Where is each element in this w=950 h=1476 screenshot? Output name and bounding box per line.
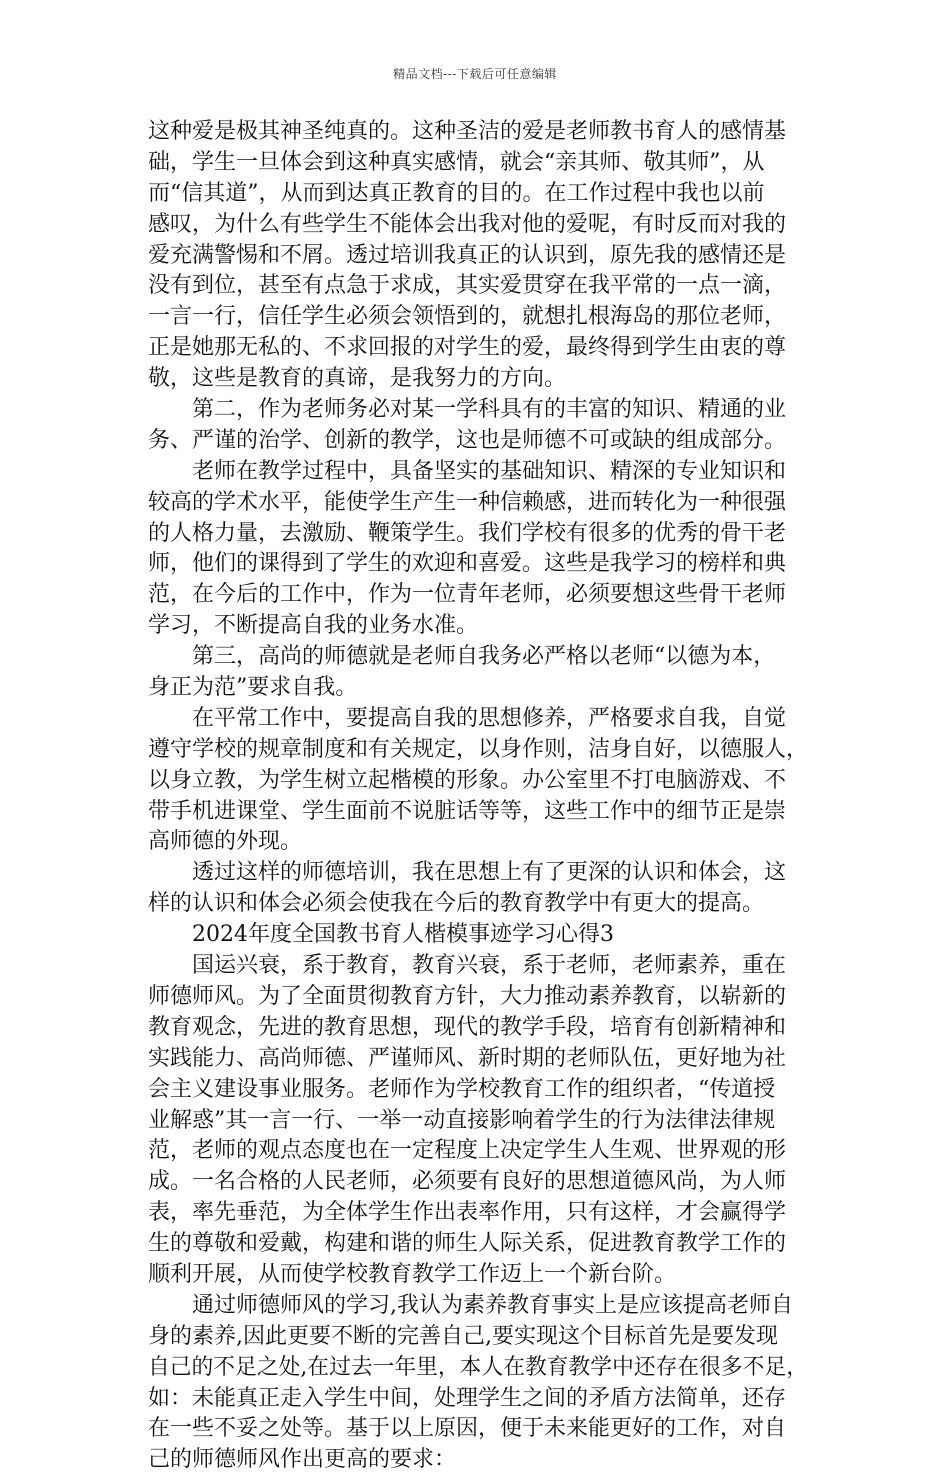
text-line: 样的认识和体会必须会使我在今后的教育教学中有更大的提高。 (148, 891, 765, 917)
text-line: 爱充满警惕和不屑。透过培训我真正的认识到，原先我的感情还是 (148, 242, 787, 268)
text-line: 通过师德师风的学习,我认为素养教育事实上是应该提高老师自 (192, 1292, 793, 1318)
text-line: 如：未能真正走入学生中间，处理学生之间的矛盾方法简单，还存 (148, 1385, 787, 1411)
text-line: 自己的不足之处,在过去一年里，本人在教育教学中还存在很多不足， (148, 1354, 808, 1380)
text-line: 业解惑”其一言一行、一举一动直接影响着学生的行为法律法律规 (148, 1107, 776, 1133)
text-line: 的人格力量，去激励、鞭策学生。我们学校有很多的优秀的骨干老 (148, 520, 787, 546)
text-line: 师德师风。为了全面贯彻教育方针，大力推动素养教育，以崭新的 (148, 983, 787, 1009)
text-line: 敬，这些是教育的真谛，是我努力的方向。 (148, 366, 567, 392)
text-line: 范，在今后的工作中，作为一位青年老师，必须要想这些骨干老师 (148, 582, 787, 608)
text-line: 透过这样的师德培训，我在思想上有了更深的认识和体会，这 (192, 860, 787, 886)
text-line: 遵守学校的规章制度和有关规定，以身作则，洁身自好，以德服人， (148, 736, 809, 762)
text-line: 高师德的外现。 (148, 829, 303, 855)
text-line: 顺利开展，从而使学校教育教学工作迈上一个新台阶。 (148, 1261, 677, 1287)
text-line: 在一些不妥之处等。基于以上原因，便于未来能更好的工作，对自 (148, 1416, 787, 1442)
text-line: 2024年度全国教书育人楷模事迹学习心得3 (192, 922, 614, 948)
text-line: 己的师德师风作出更高的要求： (148, 1447, 457, 1473)
text-line: 带手机进课堂、学生面前不说脏话等等，这些工作中的细节正是崇 (148, 798, 787, 824)
text-line: 而“信其道”，从而到达真正教育的目的。在工作过程中我也以前 (148, 180, 765, 206)
text-line: 身的素养,因此更要不断的完善自己,要实现这个目标首先是要发现 (148, 1323, 778, 1349)
text-line: 老师在教学过程中，具备坚实的基础知识、精深的专业知识和 (192, 458, 787, 484)
text-line: 生的尊敬和爱戴，构建和谐的师生人际关系，促进教育教学工作的 (148, 1231, 787, 1257)
text-line: 感叹，为什么有些学生不能体会出我对他的爱呢，有时反而对我的 (148, 211, 787, 237)
text-line: 范，老师的观点态度也在一定程度上决定学生人生观、世界观的形 (148, 1138, 787, 1164)
text-line: 学习，不断提高自我的业务水准。 (148, 613, 479, 639)
text-line: 成。一名合格的人民老师，必须要有良好的思想道德风尚，为人师 (148, 1169, 787, 1195)
text-line: 第三，高尚的师德就是老师自我务必严格以老师“以德为本， (192, 644, 776, 670)
text-line: 没有到位，甚至有点急于求成，其实爱贯穿在我平常的一点一滴， (148, 273, 787, 299)
text-line: 这种爱是极其神圣纯真的。这种圣洁的爱是老师教书育人的感情基 (148, 119, 787, 144)
text-line: 较高的学术水平，能使学生产生一种信赖感，进而转化为一种很强 (148, 489, 787, 515)
text-line: 务、严谨的治学、创新的教学，这也是师德不可或缺的组成部分。 (148, 427, 787, 453)
text-line: 会主义建设事业服务。老师作为学校教育工作的组织者，“传道授 (148, 1076, 776, 1102)
text-line: 础，学生一旦体会到这种真实感情，就会“亲其师、敬其师”，从 (148, 149, 765, 175)
text-line: 在平常工作中，要提高自我的思想修养，严格要求自我，自觉 (192, 705, 787, 731)
page-header: 精品文档---下载后可任意编辑 (393, 67, 557, 81)
text-line: 师，他们的课得到了学生的欢迎和喜爱。这些是我学习的榜样和典 (148, 551, 787, 577)
text-line: 实践能力、高尚师德、严谨师风、新时期的老师队伍，更好地为社 (148, 1045, 787, 1071)
text-line: 正是她那无私的、不求回报的对学生的爱，最终得到学生由衷的尊 (148, 335, 787, 361)
text-line: 身正为范”要求自我。 (148, 675, 358, 701)
document-body (148, 117, 808, 1476)
text-line: 教育观念，先进的教育思想，现代的教学手段，培育有创新精神和 (148, 1014, 787, 1040)
text-line: 一言一行，信任学生必须会领悟到的，就想扎根海岛的那位老师， (148, 304, 787, 330)
text-line: 国运兴衰，系于教育，教育兴衰，系于老师，老师素养，重在 (192, 953, 787, 979)
text-line: 第二，作为老师务必对某一学科具有的丰富的知识、精通的业 (192, 397, 787, 423)
text-line: 以身立教，为学生树立起楷模的形象。办公室里不打电脑游戏、不 (148, 767, 787, 793)
text-line: 表，率先垂范，为全体学生作出表率作用，只有这样，才会赢得学 (148, 1200, 787, 1226)
